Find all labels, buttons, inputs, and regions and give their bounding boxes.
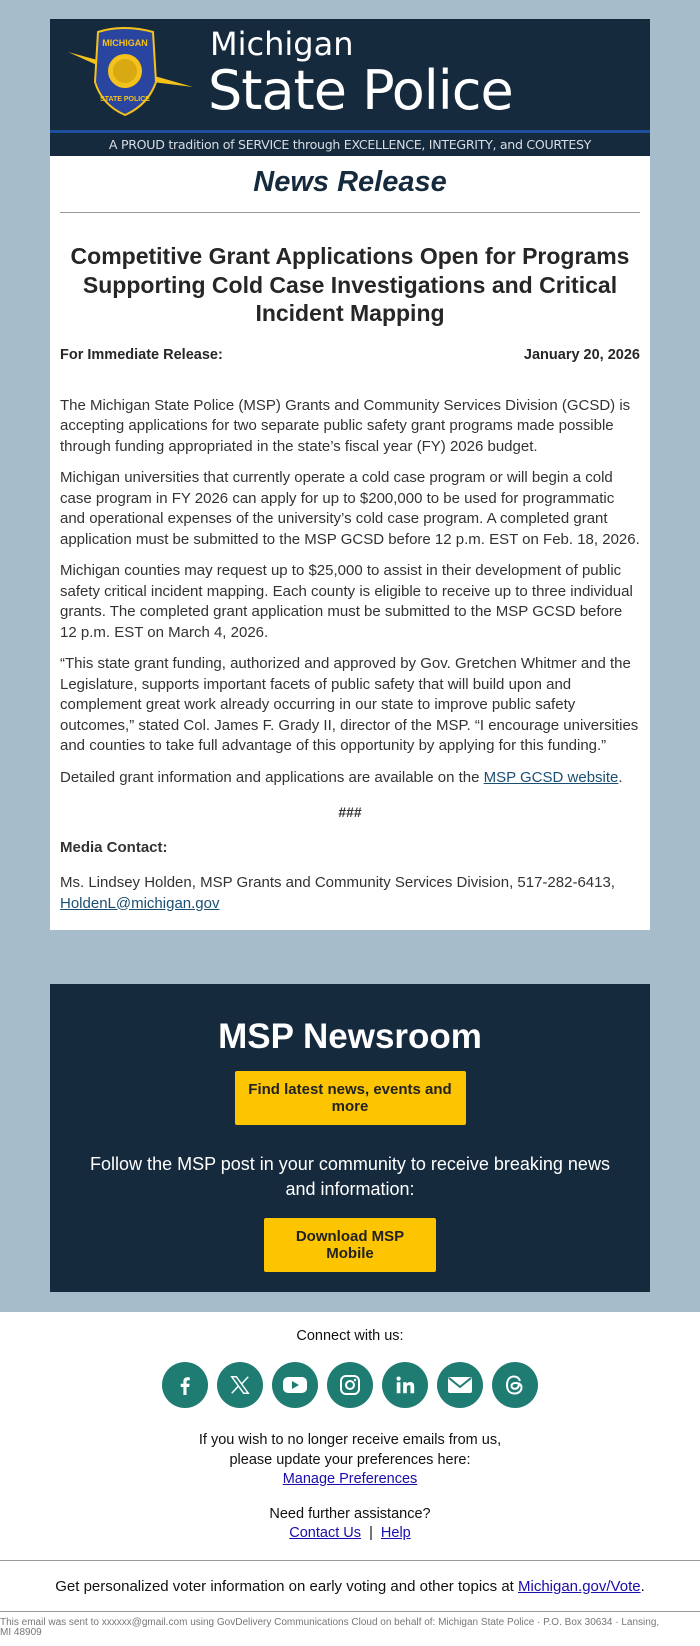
download-msp-mobile-button[interactable]: Download MSP Mobile — [264, 1218, 436, 1272]
linkedin-icon[interactable] — [382, 1362, 428, 1408]
immediate-release-label: For Immediate Release: — [60, 346, 223, 363]
header-divider — [50, 130, 650, 133]
release-date: January 20, 2026 — [523, 346, 640, 363]
media-contact — [60, 873, 640, 930]
instagram-icon[interactable] — [327, 1362, 373, 1408]
paragraph: Michigan counties may request up to $25,000 to assist in their development of public safety critical incident mapping. Each county is eligible to receive up to three individual grants. The completed grant application must be submitted to the MSP GCSD before 12 p.m. EST on March 4, 2026. — [60, 562, 633, 641]
media-contact-label: Media Contact: — [60, 838, 168, 856]
voter-text: Get personalized voter information on early voting and other topics at — [55, 1577, 518, 1595]
header-title-line2: State Police — [208, 59, 513, 122]
unsubscribe-block — [0, 1431, 700, 1490]
unsub-text: please update your preferences here: — [229, 1451, 471, 1468]
paragraph: The Michigan State Police (MSP) Grants and Community Services Division (GCSD) is accepting applications for two separate public safety grant programs made possible through funding appropriated in the state’s fiscal year (FY) 2026 budget. — [60, 396, 631, 455]
svg-text:MICHIGAN: MICHIGAN — [102, 38, 148, 48]
x-icon[interactable] — [217, 1362, 263, 1408]
paragraph: Michigan universities that currently operate a cold case program or will begin a cold case program in FY 2026 can apply for up to $200,000 to be used for programmatic and operational expenses of the university’s cold case program. A completed grant application must be submitted to the MSP GCSD before 12 p.m. EST on Feb. 18, 2026. — [60, 469, 640, 548]
release-body — [50, 396, 650, 931]
newsroom-section — [50, 984, 650, 1292]
threads-icon[interactable] — [492, 1362, 538, 1408]
header-banner — [50, 19, 650, 156]
header-tagline: A PROUD tradition of SERVICE through EXCELLENCE, INTEGRITY, and COURTESY — [108, 137, 592, 152]
michigan-vote-link[interactable]: Michigan.gov/Vote — [518, 1577, 641, 1595]
manage-preferences-link[interactable]: Manage Preferences — [282, 1471, 418, 1487]
voter-info — [0, 1561, 700, 1611]
release-title: Competitive Grant Applications Open for Programs Supporting Cold Case Investigations and Critical Incident Mapping — [70, 243, 630, 326]
contact-us-link[interactable]: Contact Us — [289, 1525, 361, 1541]
end-separator: ### — [338, 804, 362, 820]
details-text: Detailed grant information and applications are available on the — [60, 768, 484, 786]
svg-text:STATE POLICE: STATE POLICE — [100, 96, 150, 103]
social-icons — [0, 1362, 700, 1408]
email-icon[interactable] — [437, 1362, 483, 1408]
paragraph-details — [60, 768, 640, 789]
news-release-label: News Release — [253, 166, 447, 198]
link-separator: | — [369, 1525, 373, 1541]
sent-to-notice: This email was sent to xxxxxx@gmail.com using GovDelivery Communications Cloud on behalf of: Michigan State Police · P.O. Box 30634 · Lansing, MI 48909 — [0, 1616, 660, 1638]
paragraph: “This state grant funding, authorized and approved by Gov. Gretchen Whitmer and the Legislature, supports important facets of public safety that will build upon and complement great work already occurring in our state to improve public safety outcomes,” stated Col. James F. Grady II, director of the MSP. “I encourage universities and counties to take full advantage of this opportunity by applying for this funding.” — [60, 655, 639, 754]
release-meta — [60, 347, 640, 363]
divider — [60, 212, 640, 213]
find-latest-news-button[interactable]: Find latest news, events and more — [235, 1071, 466, 1125]
follow-text: Follow the MSP post in your community to receive breaking news and information: — [90, 1154, 610, 1199]
contact-email-link[interactable]: HoldenL@michigan.gov — [60, 894, 220, 912]
msp-gcsd-website-link[interactable]: MSP GCSD website — [483, 768, 619, 786]
header-title-line1: Michigan — [210, 25, 354, 63]
youtube-icon[interactable] — [272, 1362, 318, 1408]
contact-text: Ms. Lindsey Holden, MSP Grants and Community Services Division, 517-282-6413, — [60, 874, 615, 891]
unsub-text: If you wish to no longer receive emails from us, — [198, 1432, 502, 1448]
newsroom-title: MSP Newsroom — [218, 1017, 482, 1056]
footer — [0, 1312, 700, 1639]
period: . — [618, 768, 623, 786]
facebook-icon[interactable] — [162, 1362, 208, 1408]
connect-label: Connect with us: — [296, 1328, 404, 1344]
assist-text: Need further assistance? — [269, 1505, 431, 1522]
email-card — [50, 19, 650, 930]
period: . — [640, 1577, 645, 1595]
assistance-block — [0, 1505, 700, 1544]
help-link[interactable]: Help — [380, 1525, 411, 1541]
msp-badge-logo — [68, 27, 193, 117]
